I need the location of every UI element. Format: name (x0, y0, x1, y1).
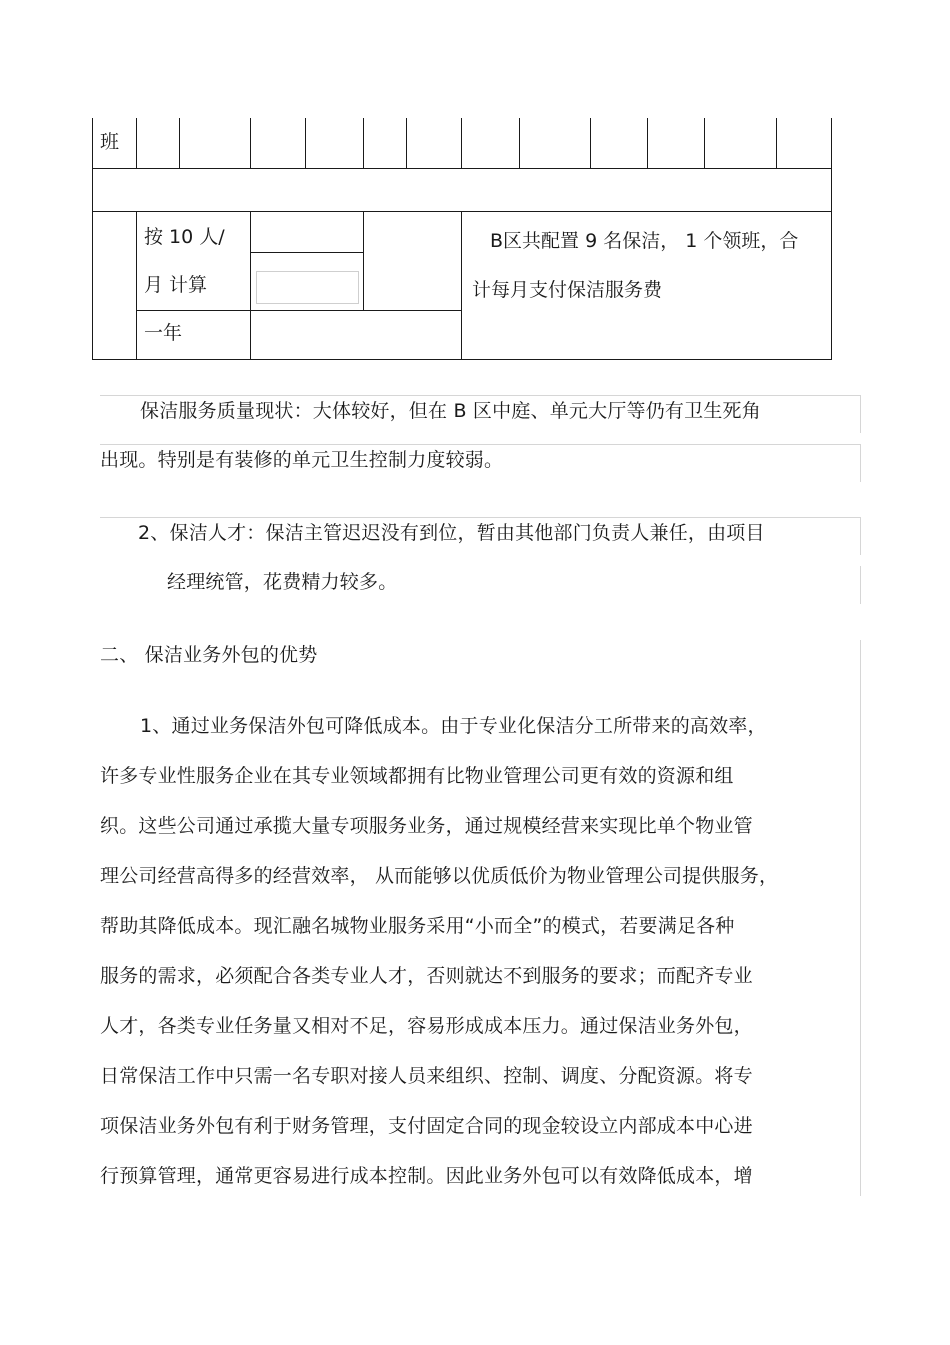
body-line: 日常保洁工作中只需一名专职对接人员来组织、控制、调度、分配资源。将专 (100, 1065, 753, 1087)
row-line (92, 359, 832, 360)
talent-line2: 经理统管，花费精力较多。 (167, 571, 398, 593)
row-line (250, 252, 363, 253)
body-line: 理公司经营高得多的经营效率， 从而能够以优质低价为物业管理公司提供服务， (100, 865, 779, 887)
body-line: 项保洁业务外包有利于财务管理，支付固定合同的现金较设立内部成本中心进 (100, 1115, 753, 1137)
table-border-left (92, 118, 93, 360)
table-border-right (831, 118, 832, 360)
col-line (590, 118, 591, 169)
col-line (519, 118, 520, 169)
amount-input-box (256, 271, 359, 304)
col-line (704, 118, 705, 169)
col-line (776, 118, 777, 169)
table-note-line1: B区共配置 9 名保洁， 1 个领班，合 (490, 230, 799, 252)
col-line (305, 118, 306, 169)
body-line: 帮助其降低成本。现汇融名城物业服务采用“小而全”的模式，若要满足各种 (100, 915, 735, 937)
col-line (647, 118, 648, 169)
col-line (363, 118, 364, 169)
col-line (179, 118, 180, 169)
body-line: 行预算管理，通常更容易进行成本控制。因此业务外包可以有效降低成本，增 (100, 1165, 753, 1187)
row-line (92, 168, 832, 169)
guide-line (860, 566, 861, 604)
col-line (136, 211, 137, 360)
quality-status-line2: 出现。特别是有装修的单元卫生控制力度较弱。 (100, 449, 504, 471)
cost-basis-line1: 按 10 人/ (144, 226, 225, 248)
col-line (250, 118, 251, 169)
body-line: 织。这些公司通过承揽大量专项服务业务，通过规模经营来实现比单个物业管 (100, 815, 753, 837)
body-line: 1、通过业务保洁外包可降低成本。由于专业化保洁分工所带来的高效率， (140, 715, 767, 737)
col-line (406, 118, 407, 169)
guide-line (100, 395, 860, 396)
body-line: 服务的需求，必须配合各类专业人才，否则就达不到服务的要求；而配齐专业 (100, 965, 753, 987)
guide-line (860, 640, 861, 1196)
cost-basis-line2: 月 计算 (144, 274, 208, 296)
period-label: 一年 (144, 322, 183, 344)
body-line: 人才，各类专业任务量又相对不足，容易形成成本压力。通过保洁业务外包， (100, 1015, 753, 1037)
row-line (136, 310, 461, 311)
guide-line (860, 517, 861, 555)
row-line (92, 211, 832, 212)
guide-line (100, 444, 860, 445)
col-line (136, 118, 137, 169)
talent-line1: 2、保洁人才：保洁主管迟迟没有到位，暂由其他部门负责人兼任，由项目 (138, 522, 765, 544)
row-label-supervisor: 班 (100, 131, 120, 153)
section-heading: 二、 保洁业务外包的优势 (100, 644, 318, 666)
guide-line (100, 517, 860, 518)
quality-status-line1: 保洁服务质量现状：大体较好，但在 B 区中庭、单元大厅等仍有卫生死角 (140, 400, 761, 422)
body-line: 许多专业性服务企业在其专业领域都拥有比物业管理公司更有效的资源和组 (100, 765, 734, 787)
col-line (363, 211, 364, 311)
guide-line (860, 444, 861, 482)
col-line (461, 211, 462, 360)
guide-line (860, 395, 861, 433)
table-note-line2: 计每月支付保洁服务费 (472, 279, 663, 301)
col-line (250, 211, 251, 360)
col-line (461, 118, 462, 169)
